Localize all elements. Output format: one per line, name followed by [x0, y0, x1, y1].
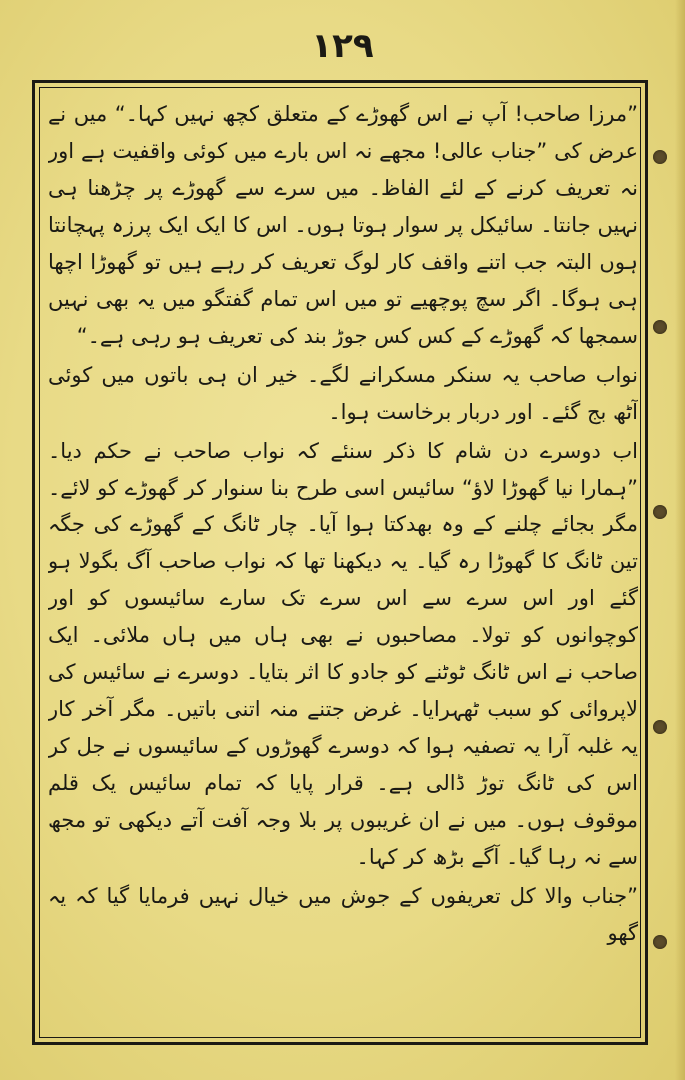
page-edge-shadow: [675, 0, 685, 1080]
paragraph: اب دوسرے دن شام کا ذکر سنئے کہ نواب صاحب نے حکم دیا۔ ”ہمارا نیا گھوڑا لاؤ“ سائیس اسی طرح بنا سنوار کر گھوڑے کو لائے۔ مگر بجائے چلنے کے وہ بھدکتا ہوا آیا۔ چار ٹانگ کے گھوڑے کی جگہ تین ٹانگ کا گھوڑا رہ گیا۔ یہ دیکھنا تھا کہ نواب صاحب آگ بگولا ہو گئے اور اس سرے سے اس سرے تک سارے سائیسوں کو اور کوچوانوں کو تولا۔ مصاحبوں نے بھی ہاں میں ہاں ملائی۔ ایک صاحب نے اس ٹانگ ٹوٹنے کو جادو کا اثر بتایا۔ دوسرے نے سائیس کی لاپروائی کو سبب ٹھہرایا۔ غرض جتنے منہ اتنی باتیں۔ مگر آخر کار یہ غلبہ آرا یہ تصفیہ ہوا کہ دوسرے گھوڑوں کے سائیسوں نے جل کر اس کی ٹانگ توڑ ڈالی ہے۔ قرار پایا کہ تمام سائیس یک قلم موقوف ہوں۔ میں نے ان غریبوں پر بلا وجہ آفت آتے دیکھی تو مجھ سے نہ رہا گیا۔ آگے بڑھ کر کہا۔: [48, 438, 638, 870]
binding-hole: [653, 320, 667, 334]
paragraph: نواب صاحب یہ سنکر مسکرانے لگے۔ خیر ان ہی باتوں میں کوئی آٹھ بج گئے۔ اور دربار برخاست ہوا۔: [48, 362, 638, 424]
paragraph: ”جناب والا کل تعریفوں کے جوش میں خیال نہیں فرمایا گیا کہ یہ گھو: [48, 884, 638, 945]
binding-hole: [653, 505, 667, 519]
page-body-text: [48, 96, 638, 1031]
page-number: ۱۲۹: [311, 26, 374, 66]
paragraph: ”مرزا صاحب! آپ نے اس گھوڑے کے متعلق کچھ نہیں کہا۔“ میں نے عرض کی ”جناب عالی! مجھے نہ اس بارے میں کوئی واقفیت ہے اور نہ تعریف کرنے کے لئے الفاظ۔ میں سرے سے گھوڑے پر چڑھنا ہی نہیں جانتا۔ سائیکل پر سوار ہوتا ہوں۔ اس کا ایک ایک پرزہ پہچانتا ہوں البتہ جب اتنے واقف کار لوگ تعریف کر رہے ہیں تو گھوڑا اچھا ہی ہوگا۔ اگر سچ پوچھیے تو میں اس تمام گفتگو میں یہ بھی نہیں سمجھا کہ گھوڑے کے کس کس جوڑ بند کی تعریف ہو رہی ہے۔“: [48, 102, 638, 348]
binding-hole: [653, 935, 667, 949]
binding-hole: [653, 150, 667, 164]
binding-hole: [653, 720, 667, 734]
